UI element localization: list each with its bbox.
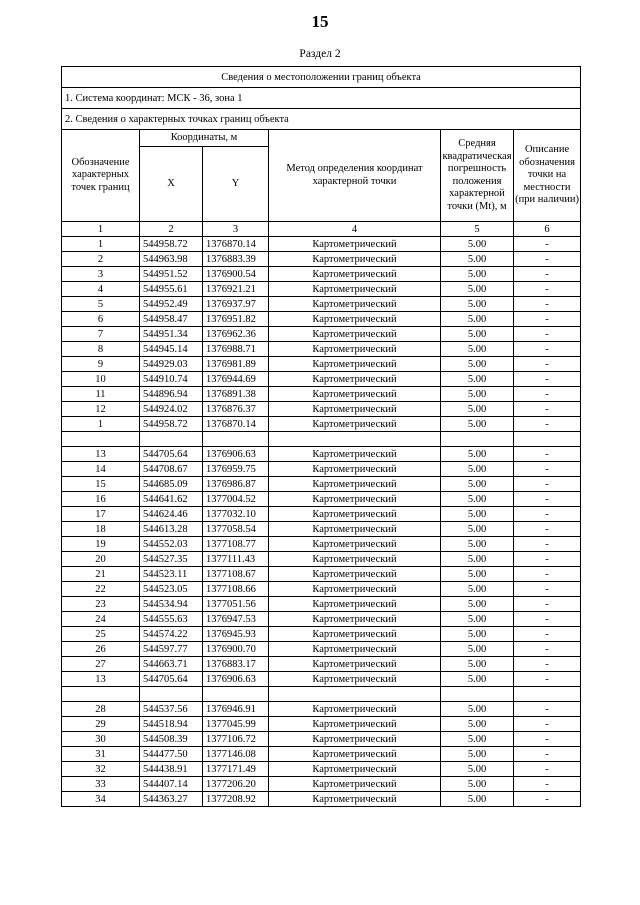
- x-coordinate-cell: 544958.72: [140, 237, 203, 252]
- method-cell: Картометрический: [269, 462, 441, 477]
- method-cell: Картометрический: [269, 627, 441, 642]
- description-cell: -: [514, 762, 581, 777]
- page-number: 15: [311, 12, 329, 31]
- x-coordinate-cell: 544951.52: [140, 267, 203, 282]
- y-coordinate-cell: 1376981.89: [203, 357, 269, 372]
- point-number-cell: 24: [62, 612, 140, 627]
- method-cell: Картометрический: [269, 642, 441, 657]
- y-coordinate-cell: 1377111.43: [203, 552, 269, 567]
- x-coordinate-cell: 544945.14: [140, 342, 203, 357]
- x-coordinate-cell: 544477.50: [140, 747, 203, 762]
- y-coordinate-cell: 1377108.67: [203, 567, 269, 582]
- error-cell: 5.00: [441, 252, 514, 267]
- method-cell: Картометрический: [269, 552, 441, 567]
- y-coordinate-cell: 1376946.91: [203, 702, 269, 717]
- empty-cell: [441, 687, 514, 702]
- description-cell: -: [514, 702, 581, 717]
- table-row: [62, 792, 581, 807]
- table-row: [62, 492, 581, 507]
- x-coordinate-cell: 544552.03: [140, 537, 203, 552]
- error-cell: 5.00: [441, 447, 514, 462]
- error-cell: 5.00: [441, 477, 514, 492]
- point-number-cell: 30: [62, 732, 140, 747]
- x-coordinate-cell: 544407.14: [140, 777, 203, 792]
- x-coordinate-cell: 544537.56: [140, 702, 203, 717]
- error-cell: 5.00: [441, 507, 514, 522]
- x-coordinate-cell: 544952.49: [140, 297, 203, 312]
- y-coordinate-cell: 1376883.39: [203, 252, 269, 267]
- y-coordinate-cell: 1376947.53: [203, 612, 269, 627]
- y-coordinate-cell: 1377108.77: [203, 537, 269, 552]
- error-cell: 5.00: [441, 582, 514, 597]
- x-coordinate-cell: 544518.94: [140, 717, 203, 732]
- point-number-cell: 19: [62, 537, 140, 552]
- y-coordinate-cell: 1376937.97: [203, 297, 269, 312]
- error-cell: 5.00: [441, 267, 514, 282]
- point-number-cell: 2: [62, 252, 140, 267]
- method-cell: Картометрический: [269, 267, 441, 282]
- point-number-cell: 33: [62, 777, 140, 792]
- coordinate-system: 1. Система координат: МСК - 36, зона 1: [62, 88, 581, 109]
- table-row: [62, 597, 581, 612]
- method-cell: Картометрический: [269, 792, 441, 807]
- y-coordinate-cell: 1377058.54: [203, 522, 269, 537]
- table-title: Сведения о местоположении границ объекта: [62, 67, 581, 88]
- table-row: [62, 447, 581, 462]
- point-number-cell: 13: [62, 447, 140, 462]
- table-row: [62, 582, 581, 597]
- table-row: [62, 237, 581, 252]
- table-row: [62, 297, 581, 312]
- point-number-cell: 28: [62, 702, 140, 717]
- section-label: Раздел 2: [299, 48, 341, 60]
- point-number-cell: 34: [62, 792, 140, 807]
- header-y: Y: [203, 147, 269, 222]
- error-cell: 5.00: [441, 552, 514, 567]
- description-cell: -: [514, 747, 581, 762]
- method-cell: Картометрический: [269, 582, 441, 597]
- error-cell: 5.00: [441, 537, 514, 552]
- header-description: Описание обозначения точки на местности (при наличии): [514, 130, 581, 222]
- x-coordinate-cell: 544910.74: [140, 372, 203, 387]
- y-coordinate-cell: 1376986.87: [203, 477, 269, 492]
- method-cell: Картометрический: [269, 252, 441, 267]
- y-coordinate-cell: 1376900.54: [203, 267, 269, 282]
- y-coordinate-cell: 1376883.17: [203, 657, 269, 672]
- table-row: [62, 612, 581, 627]
- description-cell: -: [514, 387, 581, 402]
- method-cell: Картометрический: [269, 537, 441, 552]
- x-coordinate-cell: 544508.39: [140, 732, 203, 747]
- x-coordinate-cell: 544958.72: [140, 417, 203, 432]
- description-cell: -: [514, 537, 581, 552]
- description-cell: -: [514, 507, 581, 522]
- error-cell: 5.00: [441, 327, 514, 342]
- table-row: [62, 477, 581, 492]
- method-cell: Картометрический: [269, 297, 441, 312]
- point-number-cell: 3: [62, 267, 140, 282]
- description-cell: -: [514, 627, 581, 642]
- x-coordinate-cell: 544963.98: [140, 252, 203, 267]
- point-number-cell: 1: [62, 237, 140, 252]
- empty-cell: [269, 432, 441, 447]
- description-cell: -: [514, 582, 581, 597]
- column-number: 5: [441, 222, 514, 237]
- point-number-cell: 10: [62, 372, 140, 387]
- point-number-cell: 18: [62, 522, 140, 537]
- method-cell: Картометрический: [269, 312, 441, 327]
- error-cell: 5.00: [441, 672, 514, 687]
- description-cell: -: [514, 552, 581, 567]
- description-cell: -: [514, 297, 581, 312]
- description-cell: -: [514, 522, 581, 537]
- x-coordinate-cell: 544705.64: [140, 447, 203, 462]
- y-coordinate-cell: 1376891.38: [203, 387, 269, 402]
- empty-cell: [269, 687, 441, 702]
- point-number-cell: 21: [62, 567, 140, 582]
- table-row: [62, 642, 581, 657]
- error-cell: 5.00: [441, 312, 514, 327]
- table-row: [62, 327, 581, 342]
- y-coordinate-cell: 1376921.21: [203, 282, 269, 297]
- empty-cell: [514, 687, 581, 702]
- column-number: 2: [140, 222, 203, 237]
- table-row: [62, 402, 581, 417]
- point-number-cell: 17: [62, 507, 140, 522]
- x-coordinate-cell: 544574.22: [140, 627, 203, 642]
- description-cell: -: [514, 252, 581, 267]
- block-separator-row: [62, 687, 581, 702]
- method-cell: Картометрический: [269, 492, 441, 507]
- error-cell: 5.00: [441, 642, 514, 657]
- method-cell: Картометрический: [269, 732, 441, 747]
- table-row: [62, 417, 581, 432]
- error-cell: 5.00: [441, 612, 514, 627]
- table-row: [62, 627, 581, 642]
- header-designation: Обозначение характерных точек границ: [62, 130, 140, 222]
- method-cell: Картометрический: [269, 597, 441, 612]
- point-number-cell: 16: [62, 492, 140, 507]
- error-cell: 5.00: [441, 237, 514, 252]
- y-coordinate-cell: 1377032.10: [203, 507, 269, 522]
- method-cell: Картометрический: [269, 402, 441, 417]
- x-coordinate-cell: 544523.05: [140, 582, 203, 597]
- error-cell: 5.00: [441, 717, 514, 732]
- table-row: [62, 702, 581, 717]
- description-cell: -: [514, 267, 581, 282]
- x-coordinate-cell: 544896.94: [140, 387, 203, 402]
- y-coordinate-cell: 1376944.69: [203, 372, 269, 387]
- y-coordinate-cell: 1377208.92: [203, 792, 269, 807]
- y-coordinate-cell: 1376906.63: [203, 447, 269, 462]
- point-number-cell: 20: [62, 552, 140, 567]
- y-coordinate-cell: 1376876.37: [203, 402, 269, 417]
- point-number-cell: 7: [62, 327, 140, 342]
- table-row: [62, 507, 581, 522]
- table-row: [62, 537, 581, 552]
- empty-cell: [441, 432, 514, 447]
- description-cell: -: [514, 492, 581, 507]
- method-cell: Картометрический: [269, 447, 441, 462]
- error-cell: 5.00: [441, 762, 514, 777]
- description-cell: -: [514, 342, 581, 357]
- table-row: [62, 357, 581, 372]
- y-coordinate-cell: 1377051.56: [203, 597, 269, 612]
- method-cell: Картометрический: [269, 282, 441, 297]
- x-coordinate-cell: 544613.28: [140, 522, 203, 537]
- table-row: [62, 717, 581, 732]
- x-coordinate-cell: 544955.61: [140, 282, 203, 297]
- y-coordinate-cell: 1377045.99: [203, 717, 269, 732]
- block-separator-row: [62, 432, 581, 447]
- method-cell: Картометрический: [269, 612, 441, 627]
- description-cell: -: [514, 567, 581, 582]
- y-coordinate-cell: 1376900.70: [203, 642, 269, 657]
- table-row: [62, 387, 581, 402]
- description-cell: -: [514, 462, 581, 477]
- description-cell: -: [514, 237, 581, 252]
- table-row: [62, 552, 581, 567]
- description-cell: -: [514, 777, 581, 792]
- table-row: [62, 282, 581, 297]
- point-number-cell: 6: [62, 312, 140, 327]
- y-coordinate-cell: 1376988.71: [203, 342, 269, 357]
- method-cell: Картометрический: [269, 357, 441, 372]
- error-cell: 5.00: [441, 462, 514, 477]
- x-coordinate-cell: 544924.02: [140, 402, 203, 417]
- x-coordinate-cell: 544685.09: [140, 477, 203, 492]
- method-cell: Картометрический: [269, 657, 441, 672]
- method-cell: Картометрический: [269, 702, 441, 717]
- method-cell: Картометрический: [269, 672, 441, 687]
- description-cell: -: [514, 477, 581, 492]
- y-coordinate-cell: 1376962.36: [203, 327, 269, 342]
- description-cell: -: [514, 402, 581, 417]
- error-cell: 5.00: [441, 732, 514, 747]
- method-cell: Картометрический: [269, 327, 441, 342]
- column-number: 4: [269, 222, 441, 237]
- point-number-cell: 29: [62, 717, 140, 732]
- empty-cell: [514, 432, 581, 447]
- y-coordinate-cell: 1377206.20: [203, 777, 269, 792]
- y-coordinate-cell: 1376959.75: [203, 462, 269, 477]
- table-row: [62, 372, 581, 387]
- y-coordinate-cell: 1376870.14: [203, 237, 269, 252]
- table-row: [62, 732, 581, 747]
- method-cell: Картометрический: [269, 372, 441, 387]
- description-cell: -: [514, 717, 581, 732]
- error-cell: 5.00: [441, 417, 514, 432]
- x-coordinate-cell: 544708.67: [140, 462, 203, 477]
- description-cell: -: [514, 327, 581, 342]
- description-cell: -: [514, 372, 581, 387]
- x-coordinate-cell: 544951.34: [140, 327, 203, 342]
- table-row: [62, 747, 581, 762]
- x-coordinate-cell: 544958.47: [140, 312, 203, 327]
- point-number-cell: 23: [62, 597, 140, 612]
- table-row: [62, 462, 581, 477]
- column-numbers-row: [62, 222, 581, 237]
- point-number-cell: 25: [62, 627, 140, 642]
- description-cell: -: [514, 612, 581, 627]
- method-cell: Картометрический: [269, 747, 441, 762]
- point-number-cell: 15: [62, 477, 140, 492]
- header-x: X: [140, 147, 203, 222]
- error-cell: 5.00: [441, 342, 514, 357]
- empty-cell: [140, 687, 203, 702]
- point-number-cell: 8: [62, 342, 140, 357]
- x-coordinate-cell: 544705.64: [140, 672, 203, 687]
- table-row: [62, 777, 581, 792]
- method-cell: Картометрический: [269, 387, 441, 402]
- y-coordinate-cell: 1376906.63: [203, 672, 269, 687]
- empty-cell: [140, 432, 203, 447]
- point-number-cell: 31: [62, 747, 140, 762]
- y-coordinate-cell: 1377171.49: [203, 762, 269, 777]
- point-number-cell: 9: [62, 357, 140, 372]
- table-row: [62, 312, 581, 327]
- table-row: [62, 342, 581, 357]
- table-row: [62, 267, 581, 282]
- point-number-cell: 27: [62, 657, 140, 672]
- x-coordinate-cell: 544597.77: [140, 642, 203, 657]
- method-cell: Картометрический: [269, 237, 441, 252]
- x-coordinate-cell: 544363.27: [140, 792, 203, 807]
- point-number-cell: 5: [62, 297, 140, 312]
- x-coordinate-cell: 544663.71: [140, 657, 203, 672]
- description-cell: -: [514, 417, 581, 432]
- column-number: 1: [62, 222, 140, 237]
- description-cell: -: [514, 672, 581, 687]
- x-coordinate-cell: 544523.11: [140, 567, 203, 582]
- error-cell: 5.00: [441, 522, 514, 537]
- error-cell: 5.00: [441, 297, 514, 312]
- column-number: 6: [514, 222, 581, 237]
- table-row: [62, 762, 581, 777]
- table-row: [62, 567, 581, 582]
- point-number-cell: 14: [62, 462, 140, 477]
- table-row: [62, 672, 581, 687]
- boundary-points-table: [61, 66, 581, 807]
- point-number-cell: 1: [62, 417, 140, 432]
- error-cell: 5.00: [441, 657, 514, 672]
- method-cell: Картометрический: [269, 567, 441, 582]
- y-coordinate-cell: 1376945.93: [203, 627, 269, 642]
- header-coordinates: Координаты, м: [140, 130, 269, 147]
- error-cell: 5.00: [441, 492, 514, 507]
- point-number-cell: 26: [62, 642, 140, 657]
- point-number-cell: 13: [62, 672, 140, 687]
- x-coordinate-cell: 544641.62: [140, 492, 203, 507]
- empty-cell: [62, 687, 140, 702]
- y-coordinate-cell: 1377106.72: [203, 732, 269, 747]
- method-cell: Картометрический: [269, 507, 441, 522]
- y-coordinate-cell: 1377146.08: [203, 747, 269, 762]
- x-coordinate-cell: 544534.94: [140, 597, 203, 612]
- description-cell: -: [514, 357, 581, 372]
- error-cell: 5.00: [441, 597, 514, 612]
- error-cell: 5.00: [441, 627, 514, 642]
- description-cell: -: [514, 792, 581, 807]
- header-method: Метод определения координат характерной точки: [269, 130, 441, 222]
- error-cell: 5.00: [441, 282, 514, 297]
- point-number-cell: 22: [62, 582, 140, 597]
- description-cell: -: [514, 447, 581, 462]
- point-number-cell: 4: [62, 282, 140, 297]
- y-coordinate-cell: 1376951.82: [203, 312, 269, 327]
- error-cell: 5.00: [441, 792, 514, 807]
- point-number-cell: 32: [62, 762, 140, 777]
- y-coordinate-cell: 1377004.52: [203, 492, 269, 507]
- point-number-cell: 11: [62, 387, 140, 402]
- table-row: [62, 657, 581, 672]
- error-cell: 5.00: [441, 387, 514, 402]
- method-cell: Картометрический: [269, 522, 441, 537]
- description-cell: -: [514, 282, 581, 297]
- points-section-title: 2. Сведения о характерных точках границ объекта: [62, 109, 581, 130]
- description-cell: -: [514, 732, 581, 747]
- error-cell: 5.00: [441, 372, 514, 387]
- table-row: [62, 252, 581, 267]
- empty-cell: [203, 432, 269, 447]
- method-cell: Картометрический: [269, 417, 441, 432]
- error-cell: 5.00: [441, 702, 514, 717]
- x-coordinate-cell: 544929.03: [140, 357, 203, 372]
- column-number: 3: [203, 222, 269, 237]
- x-coordinate-cell: 544555.63: [140, 612, 203, 627]
- description-cell: -: [514, 642, 581, 657]
- method-cell: Картометрический: [269, 777, 441, 792]
- empty-cell: [62, 432, 140, 447]
- header-error: Средняя квадратическая погрешность положения характерной точки (Mt), м: [441, 130, 514, 222]
- method-cell: Картометрический: [269, 717, 441, 732]
- error-cell: 5.00: [441, 777, 514, 792]
- method-cell: Картометрический: [269, 477, 441, 492]
- x-coordinate-cell: 544624.46: [140, 507, 203, 522]
- method-cell: Картометрический: [269, 762, 441, 777]
- error-cell: 5.00: [441, 747, 514, 762]
- table-row: [62, 522, 581, 537]
- y-coordinate-cell: 1376870.14: [203, 417, 269, 432]
- method-cell: Картометрический: [269, 342, 441, 357]
- error-cell: 5.00: [441, 357, 514, 372]
- error-cell: 5.00: [441, 567, 514, 582]
- x-coordinate-cell: 544527.35: [140, 552, 203, 567]
- description-cell: -: [514, 312, 581, 327]
- x-coordinate-cell: 544438.91: [140, 762, 203, 777]
- description-cell: -: [514, 657, 581, 672]
- y-coordinate-cell: 1377108.66: [203, 582, 269, 597]
- empty-cell: [203, 687, 269, 702]
- point-number-cell: 12: [62, 402, 140, 417]
- error-cell: 5.00: [441, 402, 514, 417]
- description-cell: -: [514, 597, 581, 612]
